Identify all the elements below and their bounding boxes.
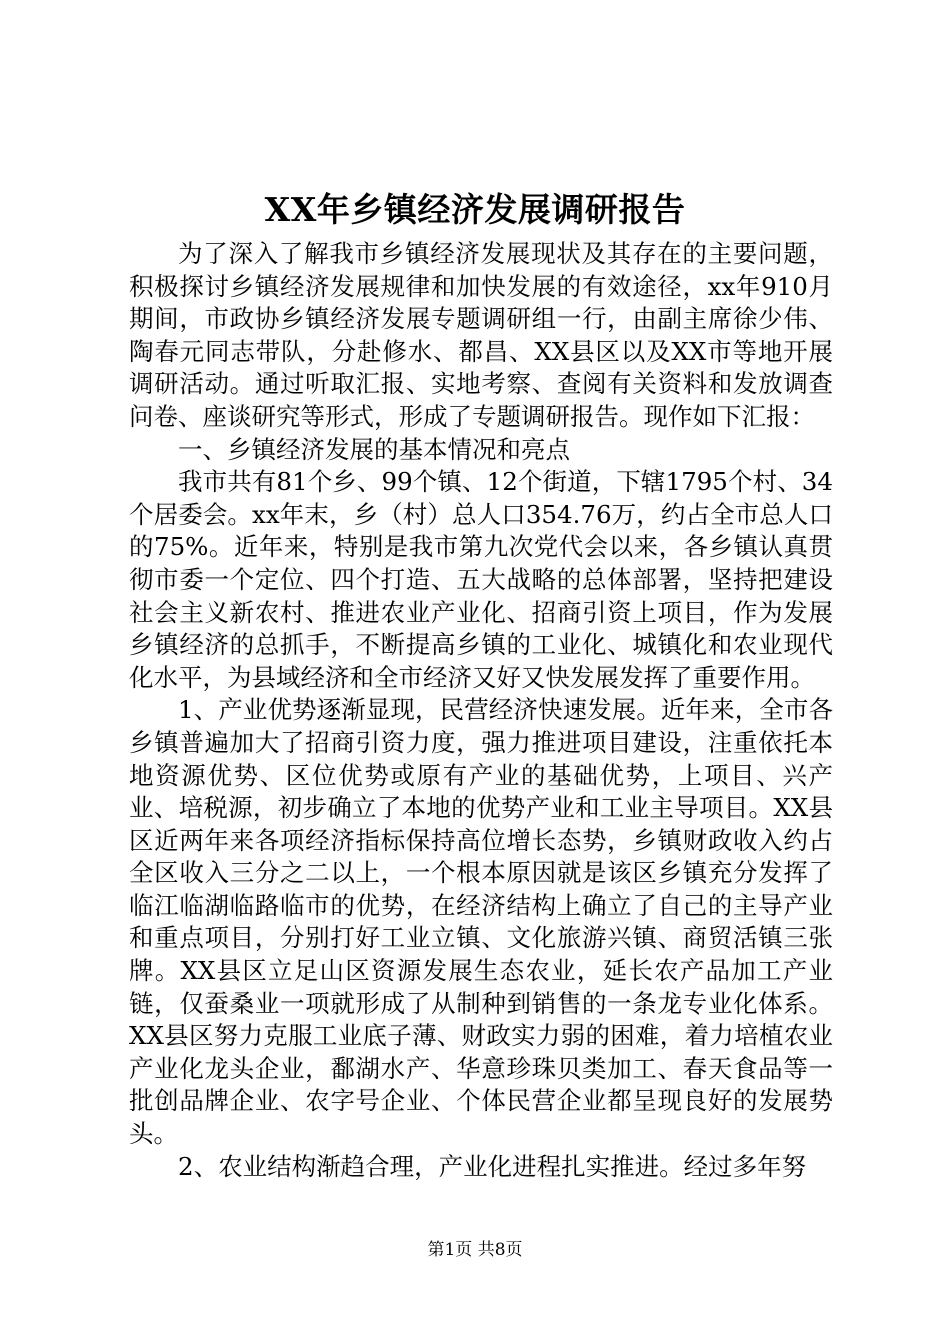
paragraph-point-1: 1、产业优势逐渐显现，民营经济快速发展。近年来，全市各乡镇普遍加大了招商引资力度，强力推进项目建设，注重依托本地资源优势、区位优势或原有产业的基础优势，上项目、兴产业、培税源，初步确立了本地的优势产业和工业主导项目。XX县区近两年来各项经济指标保持高位增长态势，乡镇财政收入约占全区收入三分之二以上，一个根本原因就是该区乡镇充分发挥了临江临湖临路临市的优势，在经济结构上确立了自己的主导产业和重点项目，分别打好工业立镇、文化旅游兴镇、商贸活镇三张牌。XX县区立足山区资源发展生态农业，延长农产品加工产业链，仅蚕桑业一项就形成了从制种到销售的一条龙专业化体系。XX县区努力克服工业底子薄、财政实力弱的困难，着力培植农业产业化龙头企业，鄱湖水产、华意珍珠贝类加工、春天食品等一批创品牌企业、农字号企业、个体民营企业都呈现良好的发展势头。 bbox=[129, 695, 833, 1149]
document-title: XX年乡镇经济发展调研报告 bbox=[264, 190, 686, 229]
section-heading: 一、乡镇经济发展的基本情况和亮点 bbox=[178, 434, 570, 464]
page-number-footer: 第1页 共8页 bbox=[427, 1240, 523, 1260]
paragraph-overview: 我市共有81个乡、99个镇、12个街道，下辖1795个村、34个居委会。xx年末，乡（村）总人口354.76万，约占全市总人口的75%。近年来，特别是我市第九次党代会以来，各乡镇认真贯彻市委一个定位、四个打造、五大战略的总体部署，坚持把建设社会主义新农村、推进农业产业化、招商引资上项目，作为发展乡镇经济的总抓手，不断提高乡镇的工业化、城镇化和农业现代化水平，为县域经济和全市经济又好又快发展发挥了重要作用。 bbox=[129, 467, 833, 692]
paragraph-point-2: 2、农业结构渐趋合理，产业化进程扎实推进。经过多年努 bbox=[178, 1151, 807, 1181]
document-body bbox=[129, 238, 833, 1183]
paragraph-intro: 为了深入了解我市乡镇经济发展现状及其存在的主要问题，积极探讨乡镇经济发展规律和加快发展的有效途径，xx年910月期间，市政协乡镇经济发展专题调研组一行，由副主席徐少伟、陶春元同志带队，分赴修水、都昌、XX县区以及XX市等地开展调研活动。通过听取汇报、实地考察、查阅有关资料和发放调查问卷、座谈研究等形式，形成了专题调研报告。现作如下汇报： bbox=[129, 239, 833, 431]
